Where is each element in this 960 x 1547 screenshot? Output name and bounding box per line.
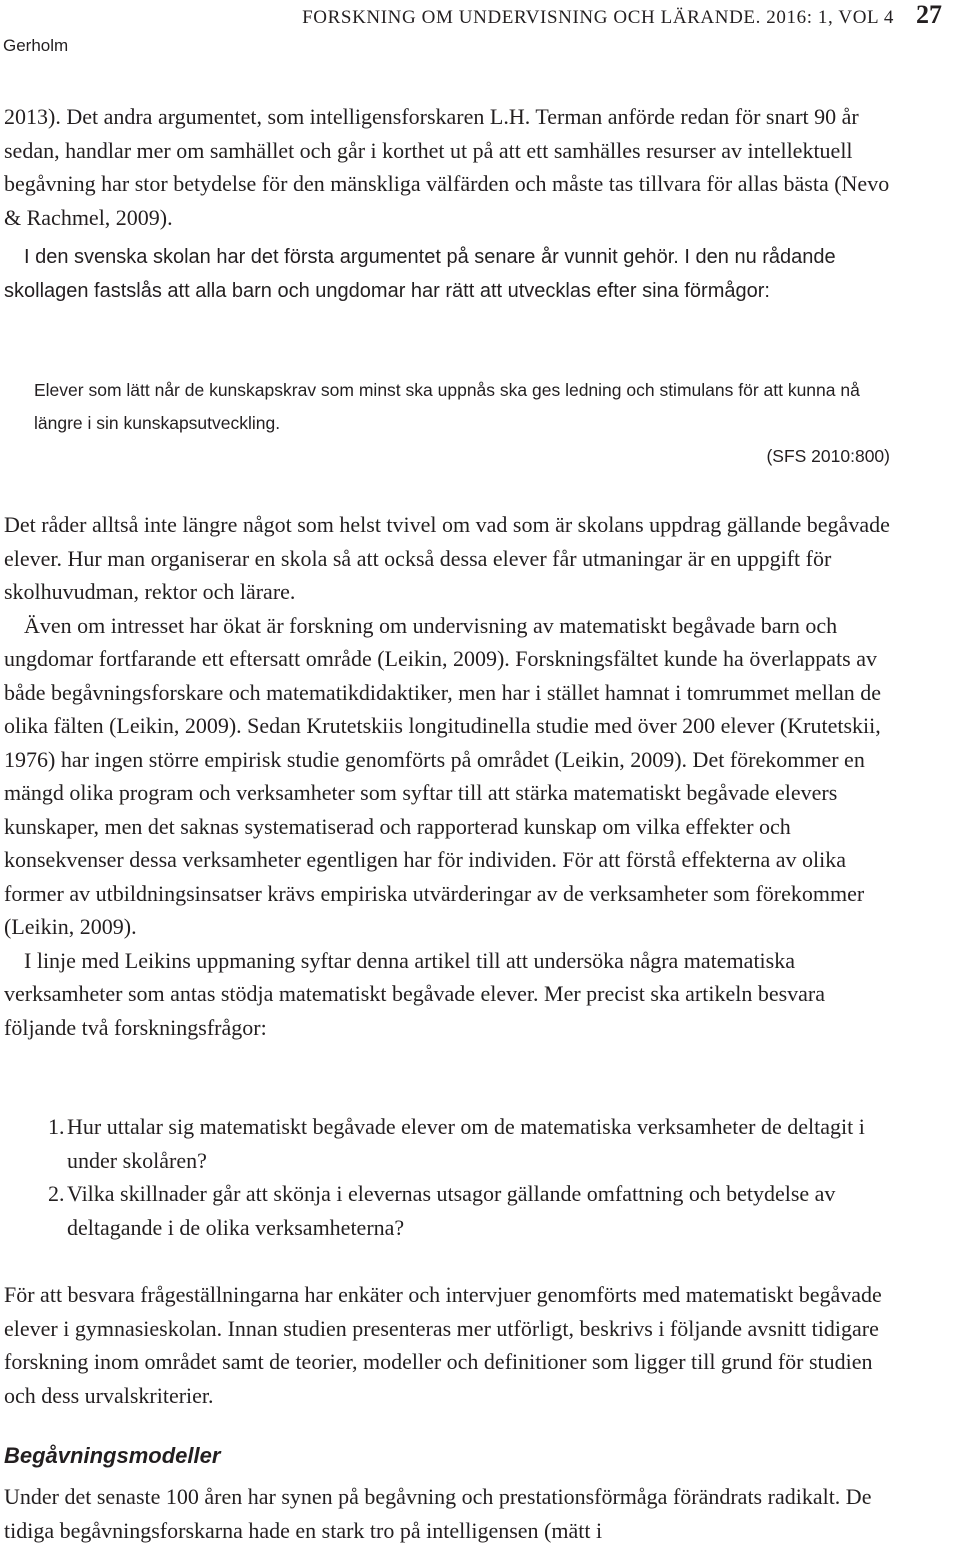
research-question-1: [48, 1110, 878, 1177]
question-number: 1.: [48, 1114, 65, 1139]
question-text: Vilka skillnader går att skönja i elevernas utsagor gällande omfattning och betydelse av deltagande i de olika verksamheterna?: [67, 1181, 836, 1240]
intro-paragraph-2: [4, 240, 890, 308]
running-head-author: Gerholm: [3, 36, 69, 55]
quote-source: (SFS 2010:800): [766, 446, 890, 466]
block-quote: [34, 374, 890, 473]
journal-title: FORSKNING OM UNDERVISNING OCH LÄRANDE. 2016: 1, VOL 4: [302, 7, 894, 28]
question-text: Hur uttalar sig matematiskt begåvade elever om de matematiska verksamheter de deltagit i under skolåren?: [67, 1114, 865, 1173]
intro-text-2: I den svenska skolan har det första argumentet på senare år vunnit gehör. I den nu rådande skollagen fastslås att alla barn och ungdomar har rätt att utvecklas efter sina förmågor:: [4, 246, 836, 302]
quote-text: Elever som lätt når de kunskapskrav som minst ska uppnås ska ges ledning och stimulans för att kunna nå längre i sin kunskapsutveckling.: [34, 380, 860, 433]
section-text: Under det senaste 100 åren har synen på begåvning och prestationsförmåga förändrats radikalt. De tidiga begåvningsforskarna hade en stark tro på intelligensen (mätt i: [4, 1484, 872, 1543]
research-question-2: [48, 1177, 878, 1244]
page-number: 27: [916, 0, 942, 29]
body-paragraph-3: I linje med Leikins uppmaning syftar denna artikel till att undersöka några matematiska verksamheter som antas stödja matematiskt begåvade elever. Mer precist ska artikeln besvara följande två forskningsfrågor:: [4, 947, 826, 1040]
method-text: För att besvara frågeställningarna har enkäter och intervjuer genomförts med matematiskt begåvade elever i gymnasieskolan. Innan studien presenteras mer utförligt, beskrivs i följande avsnitt tidigare forskning inom området samt de teorier, modeller och definitioner som ligger till grund för studien och dess urvalskriterier.: [4, 1282, 882, 1408]
section-heading: Begåvningsmodeller: [4, 1443, 221, 1468]
running-head: [302, 0, 942, 30]
method-paragraph: [4, 1278, 890, 1412]
question-number: 2.: [48, 1181, 65, 1206]
intro-paragraph: [4, 100, 890, 234]
research-questions: [48, 1110, 878, 1244]
body-paragraph-1: Det råder alltså inte längre något som helst tvivel om vad som är skolans uppdrag gällande begåvade elever. Hur man organiserar en skola så att också dessa elever får utmaningar är en uppgift för skolhuvudman, rektor och lärare.: [4, 512, 890, 604]
section-paragraph: [4, 1480, 890, 1547]
body-text: [4, 508, 890, 1044]
intro-text: 2013). Det andra argumentet, som intelligensforskaren L.H. Terman anförde redan för snart 90 år sedan, handlar mer om samhället och går i korthet ut på att ett samhälles resurser av intellektuell begåvning har stor betydelse för den mänskliga välfärden och måste tas tillvara för allas bästa (Nevo & Rachmel, 2009).: [4, 104, 890, 230]
body-paragraph-2: Även om intresset har ökat är forskning om undervisning av matematiskt begåvade barn och ungdomar fortfarande ett eftersatt område (Leikin, 2009). Forskningsfältet kunde ha överlappats av både begåvningsforskare och matematikdidaktiker, men har i stället hamnat i tomrummet mellan de olika fälten (Leikin, 2009). Sedan Krutetskiis longitudinella studie med över 200 elever (Krutetskii, 1976) har ingen större empirisk studie genomförts på området (Leikin, 2009). Det förekommer en mängd olika program och verksamheter som syftar till att stärka matematiskt begåvade elevers kunskaper, men det saknas systematiserad och rapporterad kunskap om vilka effekter och konsekvenser dessa verksamheter egentligen har för individen. För att förstå effekterna av olika former av utbildningsinsatser krävs empiriska utvärderingar av de verksamheter som förekommer (Leikin, 2009).: [4, 612, 882, 939]
